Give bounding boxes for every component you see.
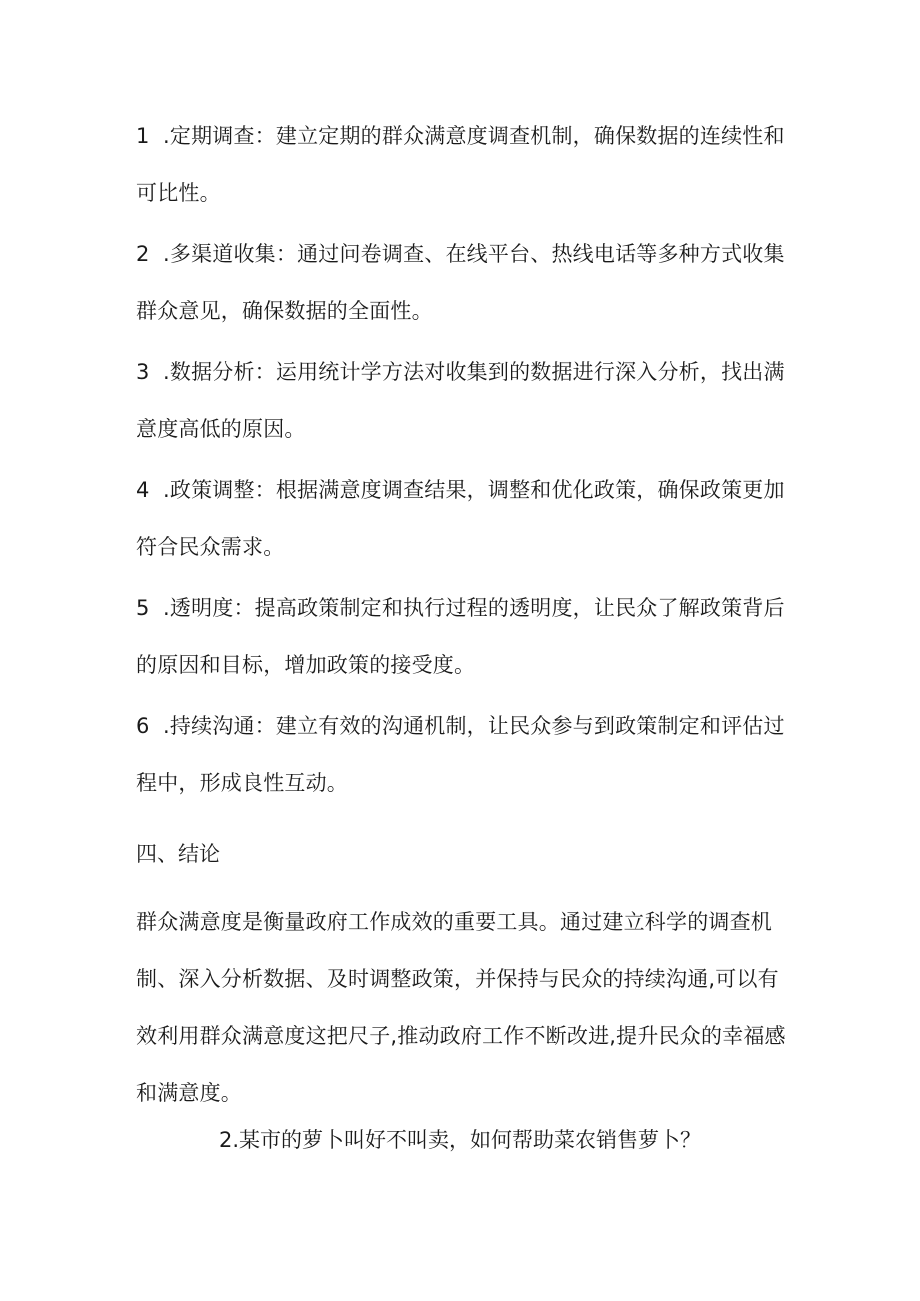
list-item-3 [136,344,796,458]
question-heading: 2.某市的萝卜叫好不叫卖，如何帮助菜农销售萝卜？ [218,1128,702,1152]
list-item-text: .持续沟通：建立有效的沟通机制，让民众参与到政策制定和评估过程中，形成良性互动。 [136,714,785,795]
list-item-number: 3 [136,360,150,384]
conclusion-paragraph: 群众满意度是衡量政府工作成效的重要工具。通过建立科学的调查机制、深入分析数据、及时调整政策，并保持与民众的持续沟通,可以有效利用群众满意度这把尺子,推动政府工作不断改进,提升民众的幸福感和满意度。 [136,910,786,1105]
list-item-5 [136,580,796,694]
list-item-text: .透明度：提高政策制定和执行过程的透明度，让民众了解政策背后的原因和目标，增加政策的接受度。 [136,596,785,677]
list-item-6 [136,698,796,812]
list-item-number: 4 [136,478,150,502]
section-heading: 四、结论 [136,842,220,866]
list-item-text: .定期调查：建立定期的群众满意度调查机制，确保数据的连续性和可比性。 [136,124,785,205]
list-item-1 [136,108,796,222]
list-item-number: 2 [136,242,150,266]
list-item-text: .政策调整：根据满意度调查结果，调整和优化政策，确保政策更加符合民众需求。 [136,478,785,559]
list-item-4 [136,462,796,576]
list-item-2 [136,226,796,340]
list-item-number: 6 [136,714,150,738]
list-item-text: .数据分析：运用统计学方法对收集到的数据进行深入分析，找出满意度高低的原因。 [136,360,785,441]
list-item-number: 5 [136,596,150,620]
list-item-number: 1 [136,124,150,148]
list-item-text: .多渠道收集：通过问卷调查、在线平台、热线电话等多种方式收集群众意见，确保数据的全面性。 [136,242,785,323]
